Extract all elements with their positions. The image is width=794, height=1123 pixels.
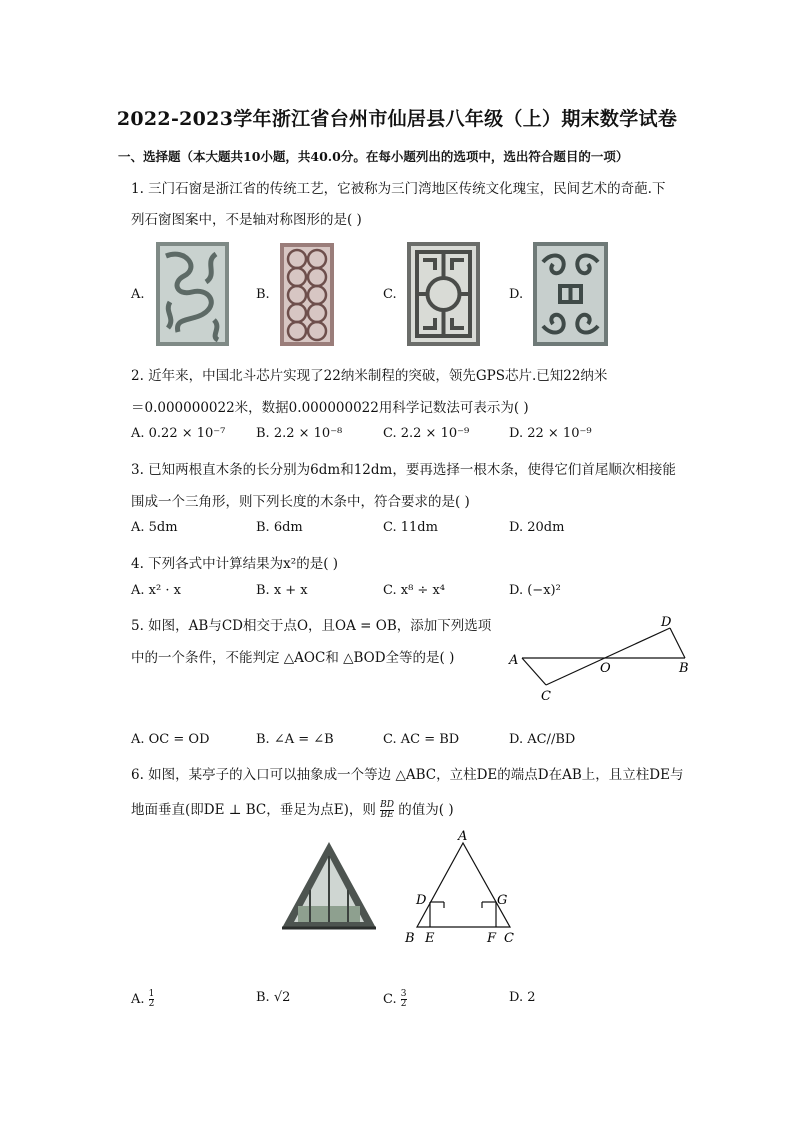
- q3-line-2: 围成一个三角形，则下列长度的木条中，符合要求的是( ): [131, 494, 470, 510]
- label-d: D: [661, 615, 672, 630]
- q6-option-a-fraction: [149, 990, 155, 1009]
- label-a: A: [509, 653, 519, 668]
- q5-line-1: 5. 如图，AB与CD相交于点O，且OA = OB，添加下列选项: [131, 618, 492, 634]
- q6-line-2-tail: 的值为( ): [398, 802, 454, 818]
- q1-option-b: B.: [256, 287, 270, 302]
- q6-option-c-fraction: [401, 990, 407, 1009]
- stone-window-b-image: [280, 243, 334, 346]
- q6-line-1: 6. 如图，某亭子的入口可以抽象成一个等边 △ABC，立柱DE的端点D在AB上，且立柱DE与: [131, 767, 684, 783]
- q6-option-c-den: 2: [400, 999, 407, 1009]
- q6-option-a-num: 1: [148, 989, 155, 999]
- q2-option-b: B. 2.2 × 10⁻⁸: [256, 426, 343, 441]
- label-a: A: [458, 829, 468, 844]
- section-heading: 一、选择题（本大题共10小题，共40.0分。在每小题列出的选项中，选出符合题目的一项）: [118, 149, 629, 164]
- q6-line-2-text: 地面垂直(即DE ⊥ BC，垂足为点E)，则: [131, 802, 376, 818]
- q1-line-1: 1. 三门石窗是浙江省的传统工艺，它被称为三门湾地区传统文化瑰宝，民间艺术的奇葩.下: [131, 181, 666, 197]
- stone-window-d-image: [533, 242, 608, 346]
- q5-option-a: A. OC = OD: [131, 732, 210, 747]
- q6-figure: [400, 826, 525, 948]
- q4-option-c: C. x⁸ ÷ x⁴: [383, 583, 445, 598]
- label-e: E: [425, 931, 435, 946]
- q3-option-c: C. 11dm: [383, 520, 438, 535]
- label-b: B: [405, 931, 415, 946]
- page-title: 2022-2023学年浙江省台州市仙居县八年级（上）期末数学试卷: [116, 108, 678, 130]
- label-f: F: [487, 931, 497, 946]
- q6-option-c-label: C.: [383, 992, 397, 1007]
- q6-option-a-label: A.: [131, 992, 145, 1007]
- segment-cd: [546, 628, 670, 685]
- q3-option-d: D. 20dm: [509, 520, 565, 535]
- q2-option-a: A. 0.22 × 10⁻⁷: [131, 426, 226, 441]
- q2-line-2: ＝0.000000022米，数据0.000000022用科学记数法可表示为( ): [131, 400, 529, 416]
- q5-figure: [505, 612, 700, 704]
- q1-option-a: A.: [131, 287, 145, 302]
- label-d: D: [416, 893, 427, 908]
- pavilion-photo: [280, 840, 378, 930]
- q1-option-d: D.: [509, 287, 524, 302]
- label-c: C: [504, 931, 514, 946]
- q6-option-d: D. 2: [509, 990, 536, 1005]
- stone-window-a-image: [156, 242, 229, 346]
- q6-option-a: [131, 990, 154, 1009]
- q1-option-c: C.: [383, 287, 397, 302]
- label-b: B: [679, 661, 689, 676]
- segment-bd: [670, 628, 685, 658]
- q6-line-2: [131, 798, 454, 820]
- q2-option-c: C. 2.2 × 10⁻⁹: [383, 426, 470, 441]
- q6-fraction-bd-be: [380, 801, 394, 820]
- q2-line-1: 2. 近年来，中国北斗芯片实现了22纳米制程的突破，领先GPS芯片.已知22纳米: [131, 368, 608, 384]
- q3-option-a: A. 5dm: [131, 520, 178, 535]
- q6-fraction-den: BE: [380, 810, 394, 820]
- q6-option-c: [383, 990, 407, 1009]
- q4-option-b: B. x + x: [256, 583, 308, 598]
- q5-option-b: B. ∠A = ∠B: [256, 732, 334, 747]
- q2-option-d: D. 22 × 10⁻⁹: [509, 426, 592, 441]
- label-o: O: [600, 661, 611, 676]
- label-g: G: [497, 893, 508, 908]
- q3-option-b: B. 6dm: [256, 520, 303, 535]
- q6-fraction-num: BD: [380, 800, 394, 810]
- q5-option-c: C. AC = BD: [383, 732, 460, 747]
- q5-option-d: D. AC//BD: [509, 732, 576, 747]
- q1-line-2: 列石窗图案中，不是轴对称图形的是( ): [131, 212, 362, 228]
- q4-line-1: 4. 下列各式中计算结果为x²的是( ): [131, 556, 339, 572]
- q6-option-b: B. √2: [256, 990, 291, 1005]
- stone-window-c-image: [407, 242, 480, 346]
- q4-option-a: A. x² · x: [131, 583, 181, 598]
- q6-option-a-den: 2: [148, 999, 155, 1009]
- label-c: C: [541, 689, 551, 704]
- q4-option-d: D. (−x)²: [509, 583, 561, 598]
- q5-line-2: 中的一个条件，不能判定 △AOC和 △BOD全等的是( ): [131, 650, 455, 666]
- q3-line-1: 3. 已知两根直木条的长分别为6dm和12dm，要再选择一根木条，使得它们首尾顺次相接能: [131, 462, 676, 478]
- segment-ac: [522, 658, 546, 685]
- q6-option-c-num: 3: [400, 989, 407, 999]
